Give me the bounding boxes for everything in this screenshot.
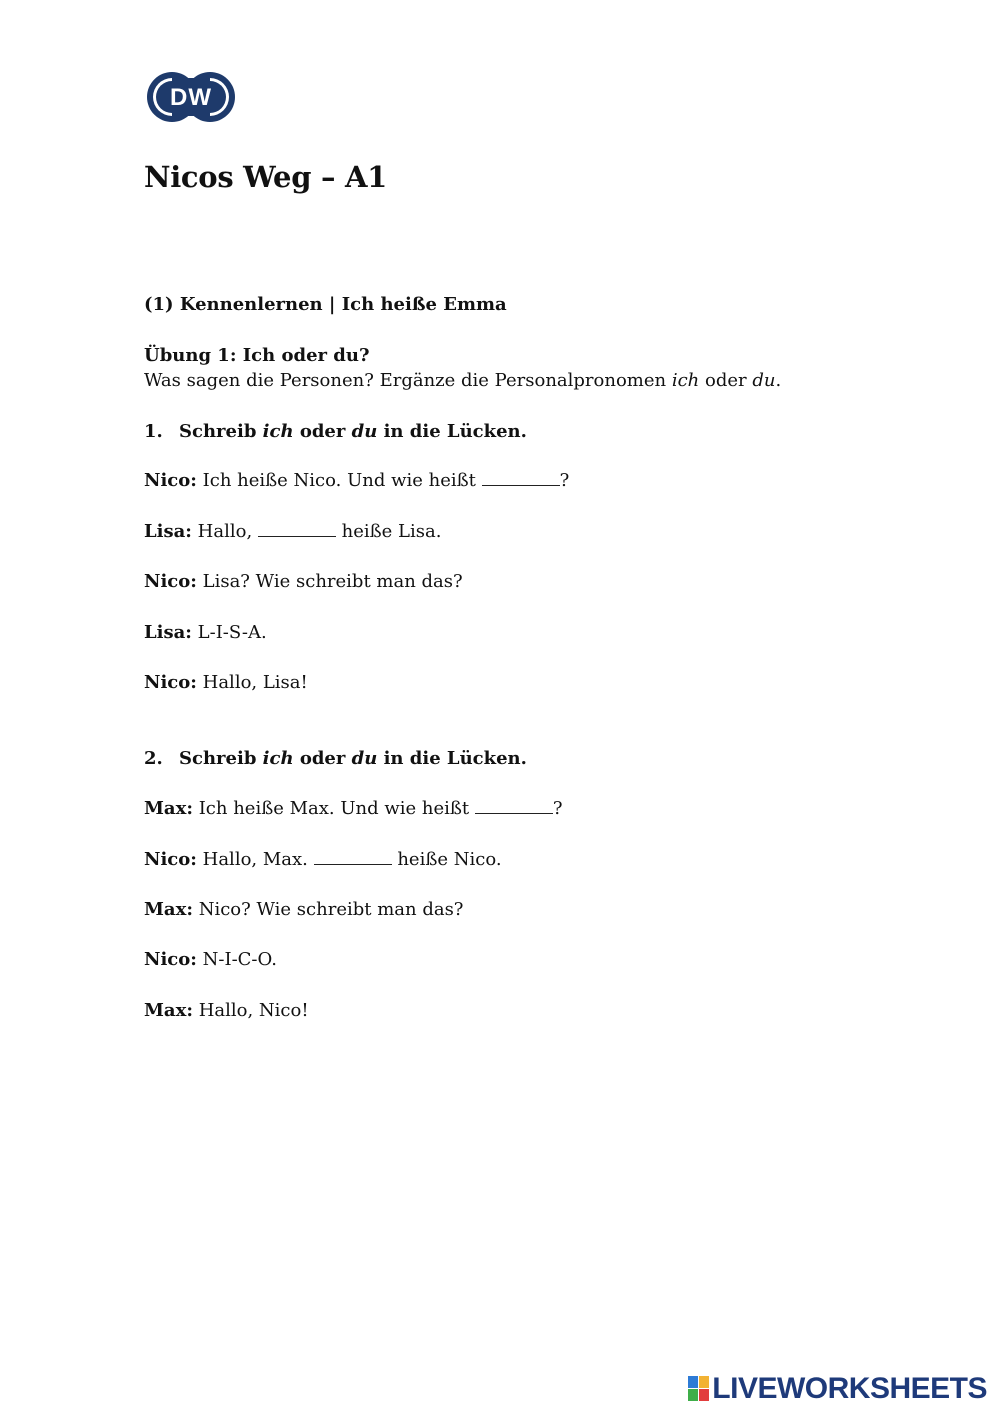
lesson-heading: (1) Kennenlernen | Ich heiße Emma (144, 294, 507, 315)
answer-blank[interactable] (314, 850, 392, 865)
dialogue-line: Lisa: L-I-S-A. (144, 622, 267, 643)
liveworksheets-logo[interactable] (688, 1373, 987, 1405)
dialogue-line: Max: Ich heiße Max. Und wie heißt ? (144, 798, 563, 819)
live-blocks-icon (688, 1376, 710, 1402)
exercise-title: Übung 1: Ich oder du? (144, 345, 370, 366)
answer-blank[interactable] (258, 522, 336, 537)
dw-logo (146, 71, 238, 123)
dialogue-line: Lisa: Hallo, heiße Lisa. (144, 521, 442, 542)
task1-heading: 1. Schreib ich oder du in die Lücken. (144, 421, 527, 442)
answer-blank[interactable] (475, 799, 553, 814)
dialogue-line: Nico: Lisa? Wie schreibt man das? (144, 571, 463, 592)
dw-logo-text: DW (170, 84, 212, 111)
dialogue-line: Nico: N-I-C-O. (144, 949, 277, 970)
dialogue-line: Nico: Hallo, Max. heiße Nico. (144, 849, 502, 870)
dialogue-line: Nico: Ich heiße Nico. Und wie heißt ? (144, 470, 570, 491)
dialogue-line: Max: Hallo, Nico! (144, 1000, 309, 1021)
exercise-instruction: Was sagen die Personen? Ergänze die Personalpronomen ich oder du. (144, 370, 782, 391)
dialogue-line: Max: Nico? Wie schreibt man das? (144, 899, 464, 920)
liveworksheets-brand: LIVEWORKSHEETS (712, 1372, 987, 1405)
dialogue-line: Nico: Hallo, Lisa! (144, 672, 308, 693)
task2-heading: 2. Schreib ich oder du in die Lücken. (144, 748, 527, 769)
page-title: Nicos Weg – A1 (144, 160, 388, 194)
answer-blank[interactable] (482, 471, 560, 486)
